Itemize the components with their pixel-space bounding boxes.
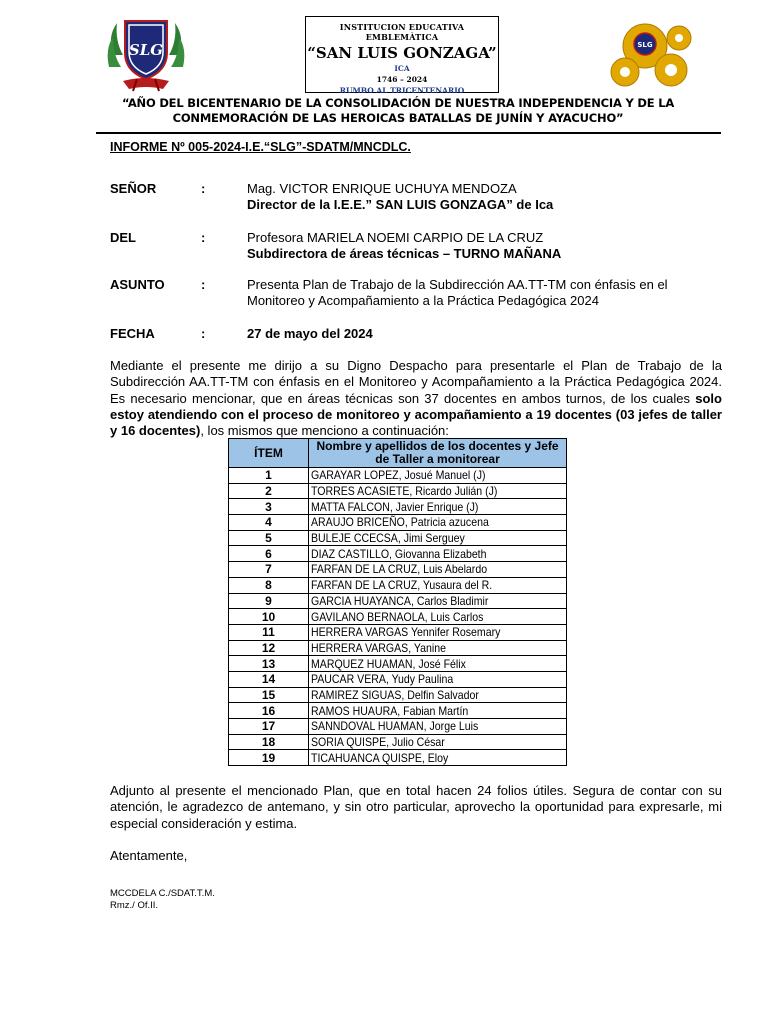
intro-text-start: Mediante el presente me dirijo a su Digno Despacho para presentarle el Plan de Trabajo de la Subdirección AA.TT-TM con énfasis en el Monitoreo y Acompañamiento a la Práctica Pedagógica 2024. Es necesario mencionar, que en áreas técnicas son 37 docentes en ambos turnos, de los cuales (110, 358, 722, 406)
teacher-name: GARAYAR LOPEZ, Josué Manuel (J) (311, 468, 486, 483)
teacher-name-cell (309, 562, 567, 578)
crest-initials: SLG (128, 41, 164, 59)
teacher-name-cell (309, 546, 567, 562)
table-row (229, 703, 567, 719)
reference-initials: MCCDELA C./SDAT.T.M. (110, 888, 215, 899)
senor-value (247, 181, 722, 213)
table-row (229, 468, 567, 484)
teacher-name: RAMOS HUAURA, Fabian Martín (311, 703, 469, 718)
table-row (229, 671, 567, 687)
item-number: 17 (229, 719, 309, 735)
teachers-table (228, 438, 567, 766)
table-row (229, 624, 567, 640)
del-title: Subdirectora de áreas técnicas – TURNO MAÑANA (247, 246, 562, 261)
teacher-name-cell (309, 515, 567, 531)
school-crest-logo (103, 15, 189, 93)
fecha-value: 27 de mayo del 2024 (247, 326, 373, 341)
teacher-name-cell (309, 719, 567, 735)
item-number: 16 (229, 703, 309, 719)
del-colon: : (201, 230, 206, 245)
teacher-name: SORIA QUISPE, Julio César (311, 735, 445, 750)
table-row (229, 656, 567, 672)
intro-text-bold: solo estoy atendiendo con el proceso de monitoreo y acompañamiento a 19 docentes (03 jefes de taller y 16 docentes) (110, 390, 722, 439)
header-divider (96, 132, 721, 134)
asunto-label: ASUNTO (110, 277, 165, 292)
item-number: 11 (229, 624, 309, 640)
closing-salutation: Atentamente, (110, 848, 188, 863)
teacher-name: TICAHUANCA QUISPE, Eloy (311, 750, 449, 765)
teacher-name: DIAZ CASTILLO, Giovanna Elizabeth (311, 546, 487, 561)
asunto-value: Presenta Plan de Trabajo de la Subdirección AA.TT-TM con énfasis en el Monitoreo y Acompañamiento a la Práctica Pedagógica 2024 (247, 277, 668, 308)
table-row (229, 499, 567, 515)
teacher-name-cell (309, 734, 567, 750)
item-number: 5 (229, 530, 309, 546)
teacher-name-cell (309, 530, 567, 546)
item-number: 13 (229, 656, 309, 672)
teacher-name-cell (309, 624, 567, 640)
teacher-name-cell (309, 671, 567, 687)
table-row (229, 609, 567, 625)
item-number: 3 (229, 499, 309, 515)
senor-title: Director de la I.E.E.” SAN LUIS GONZAGA” de Ica (247, 197, 554, 212)
table-row (229, 640, 567, 656)
school-name: “SAN LUIS GONZAGA” (307, 44, 497, 62)
teacher-name: GARCIA HUAYANCA, Carlos Bladimir (311, 593, 489, 608)
item-number: 10 (229, 609, 309, 625)
table-row (229, 750, 567, 766)
teacher-name-cell (309, 609, 567, 625)
teacher-name: SANNDOVAL HUAMAN, Jorge Luis (311, 719, 479, 734)
institution-line: INSTITUCION EDUCATIVA EMBLEMÀTICA (339, 22, 465, 42)
reference-office: Rmz./ Of.II. (110, 900, 159, 911)
tagline: RUMBO AL TRICENTENARIO (339, 86, 465, 95)
del-value (247, 230, 722, 262)
intro-paragraph (110, 358, 722, 439)
table-row (229, 719, 567, 735)
teacher-name: RAMIREZ SIGUAS, Delfin Salvador (311, 687, 479, 702)
header-box (305, 16, 499, 93)
asunto-colon: : (201, 277, 206, 292)
teacher-name-cell (309, 468, 567, 484)
teacher-name: PAUCAR VERA, Yudy Paulina (311, 672, 454, 687)
item-number: 4 (229, 515, 309, 531)
table-body (229, 468, 567, 766)
teacher-name: FARFAN DE LA CRUZ, Yusaura del R. (311, 578, 493, 593)
table-row (229, 530, 567, 546)
table-row (229, 562, 567, 578)
teacher-name: FARFAN DE LA CRUZ, Luis Abelardo (311, 562, 488, 577)
item-number: 12 (229, 640, 309, 656)
teacher-name-cell (309, 750, 567, 766)
teacher-name-cell (309, 687, 567, 703)
teacher-name: BULEJE CCECSA, Jimi Serguey (311, 531, 465, 546)
item-column-header: ÍTEM (229, 439, 309, 468)
table-row (229, 515, 567, 531)
teacher-name: MARQUEZ HUAMAN, José Félix (311, 656, 466, 671)
teacher-name-cell (309, 593, 567, 609)
teacher-name: TORRES ACASIETE, Ricardo Julián (J) (311, 484, 498, 499)
item-number: 2 (229, 483, 309, 499)
gears-logo (609, 16, 699, 92)
item-number: 19 (229, 750, 309, 766)
table-header-row (229, 439, 567, 468)
year-motto: “AÑO DEL BICENTENARIO DE LA CONSOLIDACIÓN DE NUESTRA INDEPENDENCIA Y DE LA CONMEMORACIÓN DE LAS HEROICAS BATALLAS DE JUNÍN Y AYACUCHO” (121, 96, 675, 125)
fecha-label: FECHA (110, 326, 155, 341)
name-column-header: Nombre y apellidos de los docentes y Jefe de Taller a monitorear (309, 439, 567, 468)
item-number: 1 (229, 468, 309, 484)
table-row (229, 687, 567, 703)
table-row (229, 577, 567, 593)
teacher-name-cell (309, 640, 567, 656)
fecha-colon: : (201, 326, 206, 341)
intro-text-end: , los mismos que menciono a continuación: (200, 423, 449, 439)
teacher-name: GAVILANO BERNAOLA, Luis Carlos (311, 609, 484, 624)
informe-title: INFORME Nº 005-2024-I.E.“SLG”-SDATM/MNCDLC. (110, 140, 411, 154)
item-number: 9 (229, 593, 309, 609)
teacher-name-cell (309, 499, 567, 515)
item-number: 7 (229, 562, 309, 578)
table-row (229, 546, 567, 562)
item-number: 18 (229, 734, 309, 750)
senor-colon: : (201, 181, 206, 196)
item-number: 14 (229, 671, 309, 687)
senor-label: SEÑOR (110, 181, 157, 196)
teacher-name-cell (309, 483, 567, 499)
del-name: Profesora MARIELA NOEMI CARPIO DE LA CRUZ (247, 230, 544, 245)
table-row (229, 734, 567, 750)
item-number: 15 (229, 687, 309, 703)
teacher-name: HERRERA VARGAS, Yanine (311, 640, 446, 655)
table-row (229, 483, 567, 499)
item-number: 6 (229, 546, 309, 562)
teacher-name-cell (309, 656, 567, 672)
teacher-name: HERRERA VARGAS Yennifer Rosemary (311, 625, 501, 640)
teacher-name: MATTA FALCON, Javier Enrique (J) (311, 499, 479, 514)
table-row (229, 593, 567, 609)
del-label: DEL (110, 230, 136, 245)
senor-name: Mag. VICTOR ENRIQUE UCHUYA MENDOZA (247, 181, 517, 196)
gears-logo-initials: SLG (637, 41, 653, 49)
teacher-name: ARAUJO BRICEÑO, Patricia azucena (311, 515, 489, 530)
teacher-name-cell (309, 577, 567, 593)
item-number: 8 (229, 577, 309, 593)
city: ICA (394, 64, 410, 73)
teacher-name-cell (309, 703, 567, 719)
closing-paragraph: Adjunto al presente el mencionado Plan, que en total hacen 24 folios útiles. Segura de contar con su atención, le agradezco de antemano, y sin otro particular, aprovecho la oportunidad para expresarle, mi especial consideración y estima. (110, 783, 722, 831)
years: 1746 – 2024 (376, 75, 428, 84)
